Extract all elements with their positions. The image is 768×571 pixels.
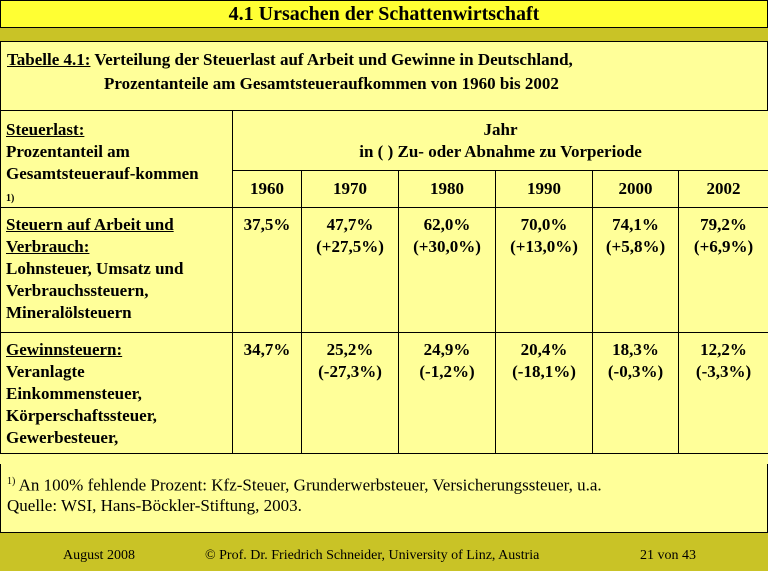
top-band bbox=[0, 28, 768, 41]
row-label-detail: Körperschaftssteuer, bbox=[6, 406, 157, 425]
value-text: 34,7% bbox=[243, 340, 291, 359]
value-cell bbox=[593, 208, 679, 333]
value-cell bbox=[679, 333, 768, 454]
row-label-detail: Einkommensteuer, bbox=[6, 384, 142, 403]
value-text: 24,9% bbox=[423, 340, 471, 359]
row-label-detail: Mineralölsteuern bbox=[6, 303, 132, 322]
table-caption bbox=[0, 41, 768, 110]
row-label-detail: Verbrauchssteuern, bbox=[6, 281, 149, 300]
row-label-detail: Lohnsteuer, Umsatz und bbox=[6, 259, 184, 278]
value-cell bbox=[593, 333, 679, 454]
value-text: 70,0% bbox=[520, 215, 568, 234]
change-text: (+5,8%) bbox=[605, 237, 666, 256]
header-jahr bbox=[233, 111, 768, 171]
value-text: 20,4% bbox=[520, 340, 568, 359]
caption-line-1 bbox=[7, 48, 573, 71]
header-jahr-title: Jahr bbox=[483, 120, 518, 139]
footnote bbox=[7, 470, 602, 497]
year-cell: 2002 bbox=[679, 171, 768, 208]
footer-date: August 2008 bbox=[63, 548, 135, 563]
row-label-detail: Veranlagte bbox=[6, 362, 85, 381]
header-steuerlast-title: Steuerlast: bbox=[6, 120, 85, 139]
value-text: 25,2% bbox=[326, 340, 374, 359]
caption-text-2: Prozentanteile am Gesamtsteueraufkommen von 1960 bis 2002 bbox=[104, 74, 559, 93]
footnote-text: An 100% fehlende Prozent: Kfz-Steuer, Grunderwerbsteuer, Versicherungssteuer, u.a. bbox=[15, 475, 602, 495]
table-row bbox=[1, 208, 768, 333]
source-note: Quelle: WSI, Hans-Böckler-Stiftung, 2003. bbox=[7, 496, 302, 515]
year-cell: 1970 bbox=[302, 171, 399, 208]
tax-table bbox=[0, 110, 768, 454]
header-steuerlast-line3: Gesamtsteuerauf-kommen bbox=[6, 164, 199, 183]
footer-page-number: 21 von 43 bbox=[640, 548, 696, 563]
value-text: 12,2% bbox=[700, 340, 747, 359]
change-text: (-18,1%) bbox=[512, 362, 576, 381]
tax-table-wrapper bbox=[0, 110, 768, 454]
value-cell bbox=[399, 208, 496, 333]
change-text: (+13,0%) bbox=[510, 237, 578, 256]
row-label-title: Steuern auf Arbeit und bbox=[6, 215, 174, 234]
change-text: (-27,3%) bbox=[318, 362, 382, 381]
change-text: (+27,5%) bbox=[316, 237, 384, 256]
year-cell: 2000 bbox=[593, 171, 679, 208]
change-text: (+6,9%) bbox=[693, 237, 754, 256]
row-label-title: Gewinnsteuern: bbox=[6, 340, 123, 359]
value-cell bbox=[679, 208, 768, 333]
value-cell bbox=[302, 208, 399, 333]
value-cell bbox=[302, 333, 399, 454]
value-text: 47,7% bbox=[326, 215, 374, 234]
caption-label: Tabelle 4.1: bbox=[7, 50, 91, 69]
change-text: (-1,2%) bbox=[419, 362, 475, 381]
year-cell: 1990 bbox=[496, 171, 593, 208]
header-jahr-subtitle: in ( ) Zu- oder Abnahme zu Vorperiode bbox=[359, 142, 642, 161]
value-cell bbox=[233, 208, 302, 333]
value-text: 62,0% bbox=[423, 215, 471, 234]
row-label-arbeit bbox=[1, 208, 233, 333]
header-steuerlast-line2: Prozentanteil am bbox=[6, 142, 130, 161]
year-cell: 1960 bbox=[233, 171, 302, 208]
footnote-mark: 1) bbox=[7, 476, 16, 487]
change-text: (+30,0%) bbox=[413, 237, 481, 256]
value-cell bbox=[496, 333, 593, 454]
header-steuerlast bbox=[1, 111, 233, 208]
row-label-title: Verbrauch: bbox=[6, 237, 90, 256]
row-label-gewinn bbox=[1, 333, 233, 454]
header-row bbox=[1, 111, 768, 171]
value-cell bbox=[233, 333, 302, 454]
value-text: 37,5% bbox=[243, 215, 291, 234]
caption-text-1: Verteilung der Steuerlast auf Arbeit und Gewinne in Deutschland, bbox=[90, 50, 573, 69]
footer-copyright: © Prof. Dr. Friedrich Schneider, University of Linz, Austria bbox=[205, 548, 540, 563]
value-text: 79,2% bbox=[700, 215, 747, 234]
header-footnote-mark: 1) bbox=[6, 193, 15, 204]
slide-title: 4.1 Ursachen der Schattenwirtschaft bbox=[0, 0, 768, 28]
value-cell bbox=[399, 333, 496, 454]
value-cell bbox=[496, 208, 593, 333]
notes-box bbox=[0, 464, 768, 533]
row-label-detail: Gewerbesteuer, bbox=[6, 428, 119, 447]
table-row bbox=[1, 333, 768, 454]
change-text: (-3,3%) bbox=[695, 362, 752, 381]
value-text: 74,1% bbox=[612, 215, 659, 234]
change-text: (-0,3%) bbox=[607, 362, 664, 381]
year-cell: 1980 bbox=[399, 171, 496, 208]
value-text: 18,3% bbox=[612, 340, 659, 359]
